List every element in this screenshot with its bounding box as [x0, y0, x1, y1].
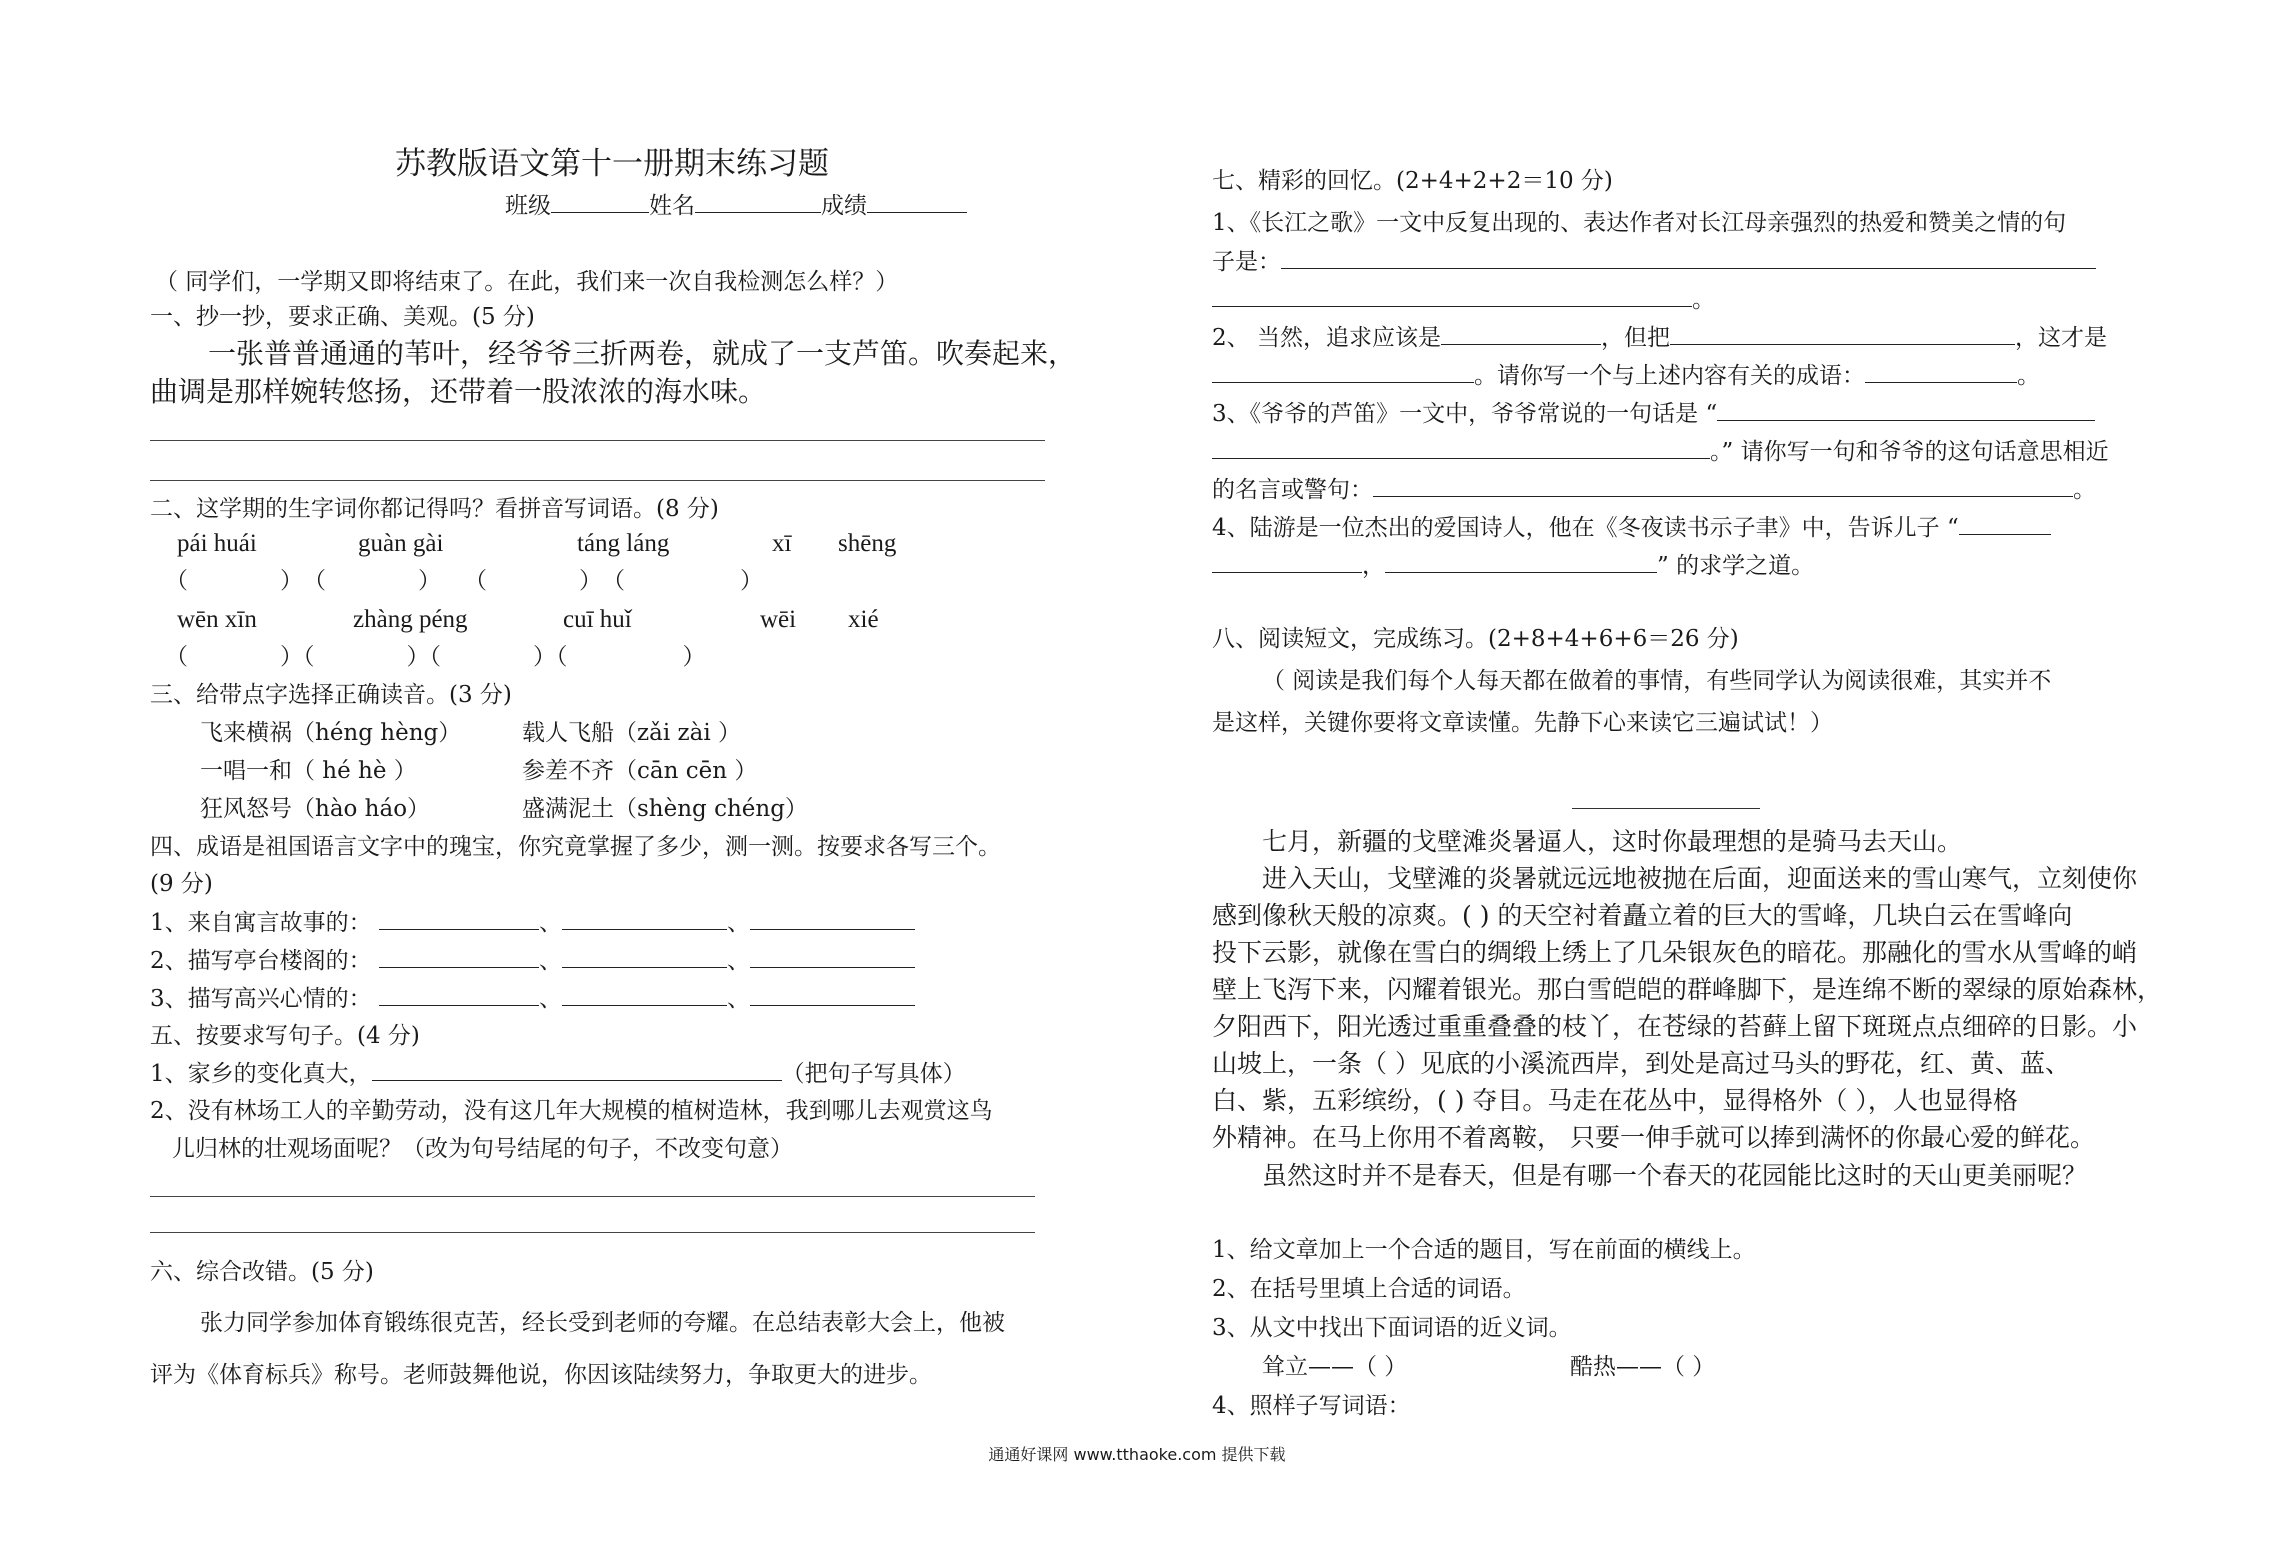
name-blank[interactable]	[695, 190, 821, 213]
section-4-points: (9 分)	[150, 871, 213, 897]
section-6-heading: 六、综合改错。(5 分)	[150, 1259, 374, 1285]
passage-line: 壁上飞泻下来，闪耀着银光。那白雪皑皑的群峰脚下，是连绵不断的翠绿的原始森林，	[1212, 975, 2163, 1004]
passage-line: 感到像秋天般的凉爽。( ) 的天空衬着矗立着的巨大的雪峰，几块白云在雪峰向	[1212, 901, 2073, 930]
recall-q1-line-2	[1212, 246, 2096, 277]
recall-q2-text-2: ，但把	[1600, 325, 1670, 351]
recall-q3-blank[interactable]	[1212, 436, 1710, 459]
pinyin-item: shēng	[838, 530, 897, 557]
class-blank[interactable]	[551, 190, 649, 213]
pinyin-item: xié	[848, 606, 879, 633]
copy-answer-line-2[interactable]	[150, 480, 1045, 481]
idiom-blank[interactable]	[750, 983, 915, 1006]
recall-q1-line-1: 1、《长江之歌》一文中反复出现的、表达作者对长江母亲强烈的热爱和赞美之情的句	[1212, 210, 2067, 236]
passage-line: 外精神。在马上你用不着离鞍， 只要一伸手就可以捧到满怀的你最心爱的鲜花。	[1212, 1123, 2095, 1152]
reading-question: 4、照样子写词语：	[1212, 1393, 1411, 1419]
reading-choice[interactable]: 一唱一和（ hé hè ）	[200, 758, 417, 784]
synonym-item[interactable]: 耸立——（ ）	[1262, 1354, 1408, 1380]
recall-q1-blank-2[interactable]	[1212, 284, 1692, 307]
intro-text: （ 同学们，一学期又即将结束了。在此，我们来一次自我检测怎么样？）	[155, 269, 899, 295]
score-label: 成绩	[821, 193, 867, 219]
recall-q1-prefix: 子是：	[1212, 249, 1281, 275]
recall-q4-text-2: ” 的求学之道。	[1657, 553, 1815, 579]
student-info-row	[505, 190, 967, 221]
sentence-q1	[150, 1058, 966, 1089]
recall-q3-line-3: 的名言或警句： 。	[1212, 474, 2096, 505]
idiom-row: 2、描写亭台楼阁的： 、 、	[150, 945, 915, 976]
passage-title-blank[interactable]	[1572, 808, 1760, 809]
pinyin-item: zhàng péng	[353, 606, 468, 633]
recall-q2-blank[interactable]	[1212, 360, 1474, 383]
sentence-answer-line-2[interactable]	[150, 1232, 1035, 1233]
answer-brackets[interactable]: （ ） （ ） （ ） （ ）	[165, 568, 763, 594]
sentence-answer-line-1[interactable]	[150, 1196, 1035, 1197]
sentence-q1-text: 1、家乡的变化真大，	[150, 1061, 372, 1087]
reading-question: 3、从文中找出下面词语的近义词。	[1212, 1315, 1572, 1341]
section-5-heading: 五、按要求写句子。(4 分)	[150, 1023, 420, 1049]
idiom-blank[interactable]	[562, 945, 727, 968]
section-7-heading: 七、精彩的回忆。(2+4+2+2＝10 分)	[1212, 168, 1613, 194]
answer-brackets[interactable]: （ ）（ ）（ ）（ ）	[165, 644, 706, 670]
reading-question: 1、给文章加上一个合适的题目，写在前面的横线上。	[1212, 1237, 1756, 1263]
section-1-heading: 一、抄一抄，要求正确、美观。(5 分)	[150, 304, 535, 330]
idiom-row: 3、描写高兴心情的： 、 、	[150, 983, 915, 1014]
idiom-prompt: 1、来自寓言故事的：	[150, 910, 372, 936]
recall-q4-blank[interactable]	[1212, 550, 1362, 573]
recall-q3-blank[interactable]	[1717, 398, 2095, 421]
recall-q2-blank[interactable]	[1670, 322, 2015, 345]
recall-q3-text: 3、《爷爷的芦笛》一文中，爷爷常说的一句话是 “	[1212, 401, 1718, 427]
idiom-blank[interactable]	[379, 983, 539, 1006]
recall-q3-blank[interactable]	[1373, 474, 2073, 497]
recall-q3-text-3: 的名言或警句：	[1212, 477, 1373, 503]
passage-line: 七月，新疆的戈壁滩炎暑逼人，这时你最理想的是骑马去天山。	[1262, 827, 1963, 856]
reading-choice[interactable]: 盛满泥土（shèng chéng）	[522, 796, 808, 822]
idiom-blank[interactable]	[379, 945, 539, 968]
recall-q2-text-4: 。请你写一个与上述内容有关的成语：	[1474, 363, 1865, 389]
recall-q4-line-1	[1212, 512, 2051, 543]
synonym-item[interactable]: 酷热——（ ）	[1570, 1354, 1716, 1380]
copy-answer-line-1[interactable]	[150, 440, 1045, 441]
pinyin-item: pái huái	[177, 530, 257, 557]
idiom-prompt: 2、描写亭台楼阁的：	[150, 948, 372, 974]
recall-q3-text-2: 。” 请你写一句和爷爷的这句话意思相近	[1710, 439, 2109, 465]
idiom-blank[interactable]	[750, 907, 915, 930]
recall-q2-text: 2、 当然，追求应该是	[1212, 325, 1441, 351]
recall-q3-line-2	[1212, 436, 2109, 467]
recall-q2-line-2: 。请你写一个与上述内容有关的成语： 。	[1212, 360, 2040, 391]
sentence-q1-hint: （把句子写具体）	[781, 1061, 966, 1087]
recall-q2-line-1	[1212, 322, 2107, 353]
recall-q1-blank[interactable]	[1281, 246, 2096, 269]
pinyin-item: guàn gài	[358, 530, 444, 557]
recall-q2-text-3: ，这才是	[2014, 325, 2107, 351]
reading-intro-line-1: （ 阅读是我们每个人每天都在做着的事情，有些同学认为阅读很难，其实并不	[1262, 668, 2052, 694]
idiom-row: 1、来自寓言故事的： 、 、	[150, 907, 915, 938]
reading-choice[interactable]: 载人飞船（zǎi zài ）	[522, 720, 741, 746]
page-title: 苏教版语文第十一册期末练习题	[395, 146, 829, 182]
recall-q4-blank[interactable]	[1385, 550, 1657, 573]
correction-text-line-1[interactable]: 张力同学参加体育锻练很克苦，经长受到老师的夸耀。在总结表彰大会上，他被	[200, 1310, 1005, 1336]
reading-choice[interactable]: 狂风怒号（hào háo）	[200, 796, 431, 822]
recall-q4-line-2: ， ” 的求学之道。	[1212, 550, 1814, 581]
idiom-blank[interactable]	[562, 983, 727, 1006]
passage-line: 白、紫，五彩缤纷，( ) 夺目。马走在花丛中，显得格外（ ），人也显得格	[1212, 1086, 2018, 1115]
recall-q4-blank[interactable]	[1959, 512, 2051, 535]
sentence-q1-blank[interactable]	[372, 1058, 782, 1081]
reading-choice[interactable]: 飞来横祸（héng hèng）	[200, 720, 462, 746]
recall-q2-idiom-blank[interactable]	[1865, 360, 2017, 383]
score-blank[interactable]	[867, 190, 967, 213]
page-footer: 通通好课网 www.tthaoke.com 提供下载	[988, 1445, 1286, 1464]
passage-line: 进入天山，戈壁滩的炎暑就远远地被抛在后面，迎面送来的雪山寒气，立刻使你	[1262, 864, 2138, 893]
sentence-q2-line-1: 2、没有林场工人的辛勤劳动，没有这几年大规模的植树造林，我到哪儿去观赏这鸟	[150, 1098, 993, 1124]
class-label: 班级	[505, 193, 551, 219]
section-3-heading: 三、给带点字选择正确读音。(3 分)	[150, 682, 512, 708]
copy-text-line-1: 一张普普通通的苇叶，经爷爷三折两卷，就成了一支芦笛。吹奏起来，	[208, 337, 1077, 370]
section-2-heading: 二、这学期的生字词你都记得吗？看拼音写词语。(8 分)	[150, 496, 719, 522]
idiom-prompt: 3、描写高兴心情的：	[150, 986, 372, 1012]
passage-line: 投下云影，就像在雪白的绸缎上绣上了几朵银灰色的暗花。那融化的雪水从雪峰的峭	[1212, 938, 2138, 967]
passage-line: 山坡上，一条（ ）见底的小溪流西岸，到处是高过马头的野花，红、黄、蓝、	[1212, 1049, 2070, 1078]
pinyin-item: wēi	[760, 606, 797, 633]
idiom-blank[interactable]	[379, 907, 539, 930]
name-label: 姓名	[649, 193, 695, 219]
pinyin-item: cuī huǐ	[563, 606, 632, 633]
reading-intro-line-2: 是这样，关键你要将文章读懂。先静下心来读它三遍试试！）	[1212, 710, 1833, 736]
idiom-blank[interactable]	[562, 907, 727, 930]
pinyin-item: xī	[772, 530, 792, 557]
recall-q4-text: 4、陆游是一位杰出的爱国诗人，他在《冬夜读书示子聿》中，告诉儿子 “	[1212, 515, 1959, 541]
copy-text-line-2: 曲调是那样婉转悠扬，还带着一股浓浓的海水味。	[150, 375, 767, 408]
reading-question: 2、在括号里填上合适的词语。	[1212, 1276, 1526, 1302]
correction-text-line-2[interactable]: 评为《体育标兵》称号。老师鼓舞他说，你因该陆续努力，争取更大的进步。	[150, 1362, 932, 1388]
passage-line: 夕阳西下，阳光透过重重叠叠的枝丫，在苍绿的苔藓上留下斑斑点点细碎的日影。小	[1212, 1012, 2138, 1041]
recall-q2-blank[interactable]	[1441, 322, 1601, 345]
idiom-blank[interactable]	[750, 945, 915, 968]
recall-q3-line-1	[1212, 398, 2095, 429]
sentence-q2-line-2: 儿归林的壮观场面呢？（改为句号结尾的句子，不改变句意）	[172, 1136, 793, 1162]
recall-q1-line-3: 。	[1212, 284, 1715, 315]
pinyin-item: táng láng	[577, 530, 670, 557]
reading-choice[interactable]: 参差不齐（cān cēn ）	[522, 758, 758, 784]
section-8-heading: 八、阅读短文，完成练习。(2+8+4+6+6＝26 分)	[1212, 626, 1739, 652]
passage-line: 虽然这时并不是春天，但是有哪一个春天的花园能比这时的天山更美丽呢？	[1262, 1161, 2088, 1190]
section-4-heading: 四、成语是祖国语言文字中的瑰宝，你究竟掌握了多少，测一测。按要求各写三个。	[150, 834, 1001, 860]
pinyin-item: wēn xīn	[177, 606, 257, 633]
